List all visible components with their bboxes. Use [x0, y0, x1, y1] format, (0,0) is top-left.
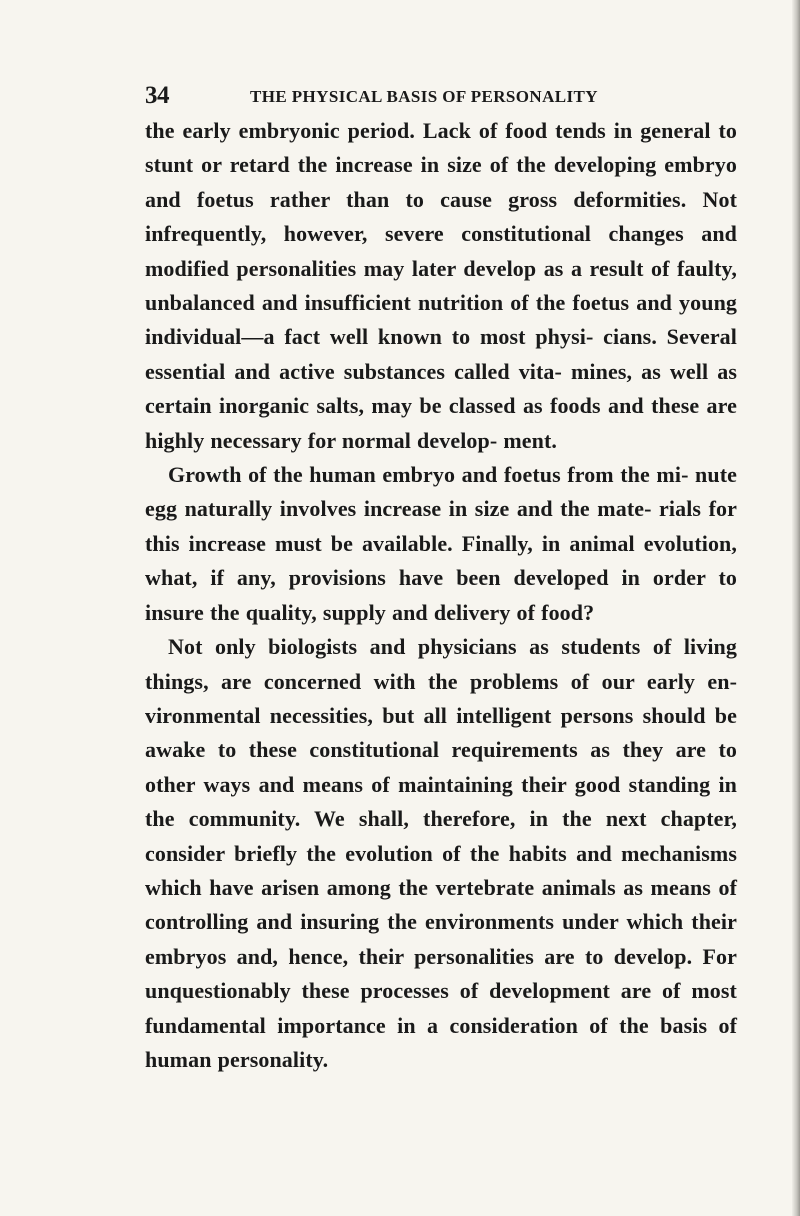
paragraph-conclusion: Not only biologists and physicians as students of living things, are concerned with the problems of our early en- vironmental necessities, but all intelligent persons should be awake to these constitutional requirements as they are to other ways and means of maintaining their good standing in the community. We shall, therefore, in the next chapter, consider briefly the evolution of the habits and mechanisms which have arisen among the vertebrate animals as means of controlling and insuring the environments under which their embryos and, hence, their personalities are to develop. For unquestionably these processes of development are of most fundamental importance in a consideration of the basis of human personality. [145, 634, 737, 1072]
page-edge-shadow [792, 0, 800, 1216]
page-number: 34 [145, 82, 169, 109]
paragraph-continued: the early embryonic period. Lack of food tends in general to stunt or retard the increase in size of the developing embryo and foetus rather than to cause gross deformities. Not infrequently, however, severe constitutional changes and modified personalities may later develop as a result of faulty, unbalanced and insufficient nutrition of the foetus and young individual—a fact well known to most physi- cians. Several essential and active substances called vita- mines, as well as certain inorganic salts, may be classed as foods and these are highly necessary for normal develop- ment. [145, 118, 737, 453]
running-title: THE PHYSICAL BASIS OF PERSONALITY [250, 87, 598, 106]
page-header [145, 82, 745, 118]
paragraph-growth: Growth of the human embryo and foetus from the mi- nute egg naturally involves increase in size and the mate- rials for this increase must be available. Finally, in animal evolution, what, if any, provisions have been developed in order to insure the quality, supply and delivery of food? [145, 462, 737, 625]
body-text [145, 114, 737, 1077]
